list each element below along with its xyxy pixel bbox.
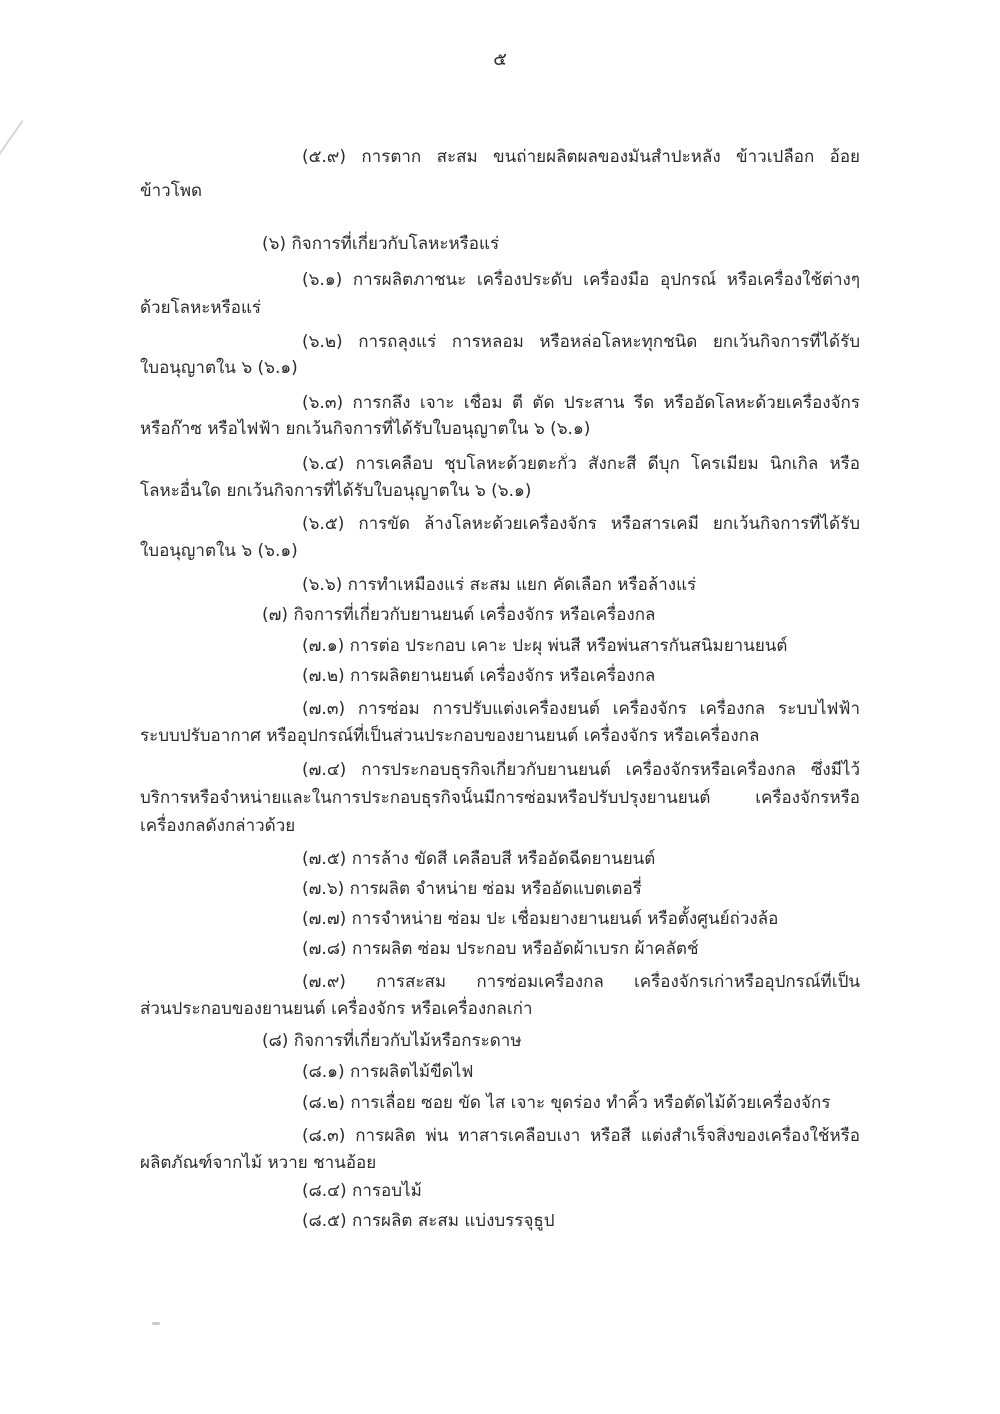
item-7-3-cont: ระบบปรับอากาศ หรืออุปกรณ์ที่เป็นส่วนประกอบของยานยนต์ เครื่องจักร หรือเครื่องกล <box>140 726 760 746</box>
item-8-3: (๘.๓) การผลิต พ่น ทาสารเคลือบเงา หรือสี แต่งสำเร็จสิ่งของเครื่องใช้หรือ <box>302 1126 860 1146</box>
item-7-4-cont-1: บริการหรือจำหน่ายและในการประกอบธุรกิจนั้นมีการซ่อมหรือปรับปรุงยานยนต์ เครื่องจักรหรือ <box>140 788 860 808</box>
item-7-7: (๗.๗) การจำหน่าย ซ่อม ปะ เชื่อมยางยานยนต์ หรือตั้งศูนย์ถ่วงล้อ <box>302 909 779 929</box>
section-6-heading: (๖) กิจการที่เกี่ยวกับโลหะหรือแร่ <box>262 234 500 254</box>
item-7-1: (๗.๑) การต่อ ประกอบ เคาะ ปะผุ พ่นสี หรือพ่นสารกันสนิมยานยนต์ <box>302 636 788 656</box>
item-5-9-cont: ข้าวโพด <box>140 181 203 201</box>
item-7-6: (๗.๖) การผลิต จำหน่าย ซ่อม หรืออัดแบตเตอรี่ <box>302 879 642 899</box>
item-6-2: (๖.๒) การถลุงแร่ การหลอม หรือหล่อโลหะทุกชนิด ยกเว้นกิจการที่ได้รับ <box>302 332 860 352</box>
page-number: ๕ <box>493 49 507 70</box>
item-7-9-cont: ส่วนประกอบของยานยนต์ เครื่องจักร หรือเครื่องกลเก่า <box>140 999 533 1019</box>
item-7-4: (๗.๔) การประกอบธุรกิจเกี่ยวกับยานยนต์ เครื่องจักรหรือเครื่องกล ซึ่งมีไว้ <box>302 760 860 780</box>
item-8-5: (๘.๕) การผลิต สะสม แบ่งบรรจุธูป <box>302 1211 555 1231</box>
section-7-heading: (๗) กิจการที่เกี่ยวกับยานยนต์ เครื่องจักร หรือเครื่องกล <box>262 605 656 625</box>
item-7-4-cont-2: เครื่องกลดังกล่าวด้วย <box>140 816 296 836</box>
item-6-4: (๖.๔) การเคลือบ ชุบโลหะด้วยตะกั่ว สังกะสี ดีบุก โครเมียม นิกเกิล หรือ <box>302 454 860 474</box>
scan-streak <box>0 120 24 199</box>
item-7-5: (๗.๕) การล้าง ขัดสี เคลือบสี หรืออัดฉีดยานยนต์ <box>302 849 656 869</box>
item-6-3: (๖.๓) การกลึง เจาะ เชื่อม ตี ตัด ประสาน รีด หรืออัดโลหะด้วยเครื่องจักร <box>302 393 860 413</box>
item-6-4-cont: โลหะอื่นใด ยกเว้นกิจการที่ได้รับใบอนุญาตใน ๖ (๖.๑) <box>140 481 532 501</box>
item-5-9: (๕.๙) การตาก สะสม ขนถ่ายผลิตผลของมันสำปะหลัง ข้าวเปลือก อ้อย <box>302 147 860 167</box>
item-7-2: (๗.๒) การผลิตยานยนต์ เครื่องจักร หรือเครื่องกล <box>302 666 656 686</box>
scan-dot <box>152 1322 160 1325</box>
item-7-9: (๗.๙) การสะสม การซ่อมเครื่องกล เครื่องจักรเก่าหรืออุปกรณ์ที่เป็น <box>302 972 860 992</box>
item-8-3-cont: ผลิตภัณฑ์จากไม้ หวาย ชานอ้อย <box>140 1153 377 1173</box>
item-6-1: (๖.๑) การผลิตภาชนะ เครื่องประดับ เครื่องมือ อุปกรณ์ หรือเครื่องใช้ต่างๆ <box>302 270 860 290</box>
item-6-5-cont: ใบอนุญาตใน ๖ (๖.๑) <box>140 541 298 561</box>
item-8-4: (๘.๔) การอบไม้ <box>302 1181 422 1201</box>
item-6-2-cont: ใบอนุญาตใน ๖ (๖.๑) <box>140 358 298 378</box>
item-8-1: (๘.๑) การผลิตไม้ขีดไฟ <box>302 1062 474 1082</box>
item-6-1-cont: ด้วยโลหะหรือแร่ <box>140 298 262 318</box>
item-7-3: (๗.๓) การซ่อม การปรับแต่งเครื่องยนต์ เครื่องจักร เครื่องกล ระบบไฟฟ้า <box>302 699 860 719</box>
item-6-6: (๖.๖) การทำเหมืองแร่ สะสม แยก คัดเลือก หรือล้างแร่ <box>302 575 697 595</box>
item-6-3-cont: หรือก๊าซ หรือไฟฟ้า ยกเว้นกิจการที่ได้รับใบอนุญาตใน ๖ (๖.๑) <box>140 419 591 439</box>
section-8-heading: (๘) กิจการที่เกี่ยวกับไม้หรือกระดาษ <box>262 1031 522 1051</box>
item-7-8: (๗.๘) การผลิต ซ่อม ประกอบ หรืออัดผ้าเบรก ผ้าคลัตช์ <box>302 939 699 959</box>
item-8-2: (๘.๒) การเลื่อย ซอย ขัด ไส เจาะ ขุดร่อง ทำคิ้ว หรือตัดไม้ด้วยเครื่องจักร <box>302 1093 831 1113</box>
item-6-5: (๖.๕) การขัด ล้างโลหะด้วยเครื่องจักร หรือสารเคมี ยกเว้นกิจการที่ได้รับ <box>302 514 860 534</box>
